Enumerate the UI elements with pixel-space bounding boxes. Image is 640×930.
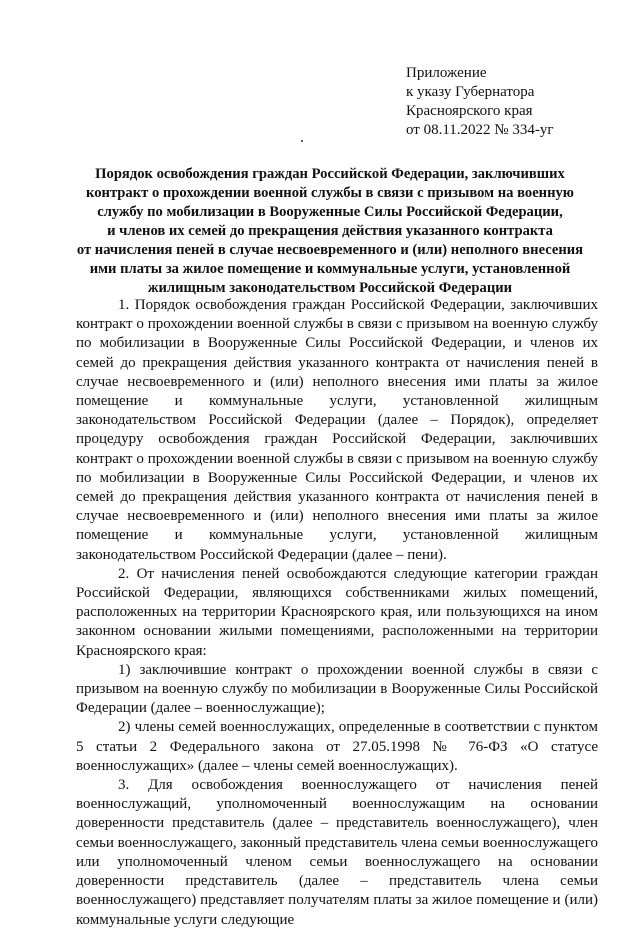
paragraph-3: 3. Для освобождения военнослужащего от начисления пеней военнослужащий, уполномоченный военнослужащим на основании доверенности представитель (далее – представитель военнослужащего), член семьи военнослужащего, законный представитель члена семьи военнослужащего или уполномоченный членом семьи военнослужащего на основании доверенности представитель (далее – представитель члена семьи военнослужащего) представляет получателям платы за жилое помещение и (или) коммунальные услуги следующие [76, 777, 598, 928]
paragraph-1: 1. Порядок освобождения граждан Российской Федерации, заключивших контракт о прохождении военной службы в связи с призывом на военную службу по мобилизации в Вооруженные Силы Российской Федерации, и членов их семей до прекращения действия указанного контракта от начисления пеней в случае несвоевременного и (или) неполного внесения ими платы за жилое помещение и коммунальные услуги, установленной жилищным законодательством Российской Федерации (далее – Порядок), определяет процедуру освобождения граждан Российской Федерации, заключивших контракт о прохождении военной службы в связи с призывом на военную службу по мобилизации в Вооруженные Силы Российской Федерации, и членов их семей до прекращения действия указанного контракта от начисления пеней в случае несвоевременного и (или) неполного внесения ими платы за жилое помещение и коммунальные услуги, установленной жилищным законодательством Российской Федерации (далее – пени). [76, 297, 598, 563]
document-body [76, 296, 598, 930]
title-line: от начисления пеней в случае несвоевременного и (или) неполного внесения [76, 242, 584, 258]
title-line: контракт о прохождении военной службы в связи с призывом на военную [86, 185, 574, 201]
appendix-region: Красноярского края [406, 103, 533, 119]
paragraph-2-item-1: 1) заключившие контракт о прохождении военной службы в связи с призывом на военную службу по мобилизации в Вооруженные Силы Российской Федерации (далее – военнослужащие); [76, 661, 598, 717]
paragraph-2-item-2: 2) члены семей военнослужащих, определенные в соответствии с пунктом 5 статьи 2 Федерального закона от 27.05.1998 № 76-ФЗ «О статусе военнослужащих» (далее – члены семей военнослужащих). [76, 719, 598, 774]
scan-dot [301, 140, 303, 142]
appendix-date-number: от 08.11.2022 № 334-уг [406, 122, 554, 138]
appendix-block [406, 64, 554, 140]
title-line: жилищным законодательством Российской Федерации [147, 280, 513, 296]
paragraph-2: 2. От начисления пеней освобождаются следующие категории граждан Российской Федерации, являющихся собственниками жилых помещений, расположенных на территории Красноярского края, или пользующихся на ином законном основании жилыми помещениями, расположенными на территории Красноярского края: [76, 565, 598, 659]
title-line: ими платы за жилое помещение и коммунальные услуги, установленной [89, 261, 571, 277]
appendix-label: Приложение [406, 65, 487, 81]
title-line: службу по мобилизации в Вооруженные Силы Российской Федерации, [97, 204, 563, 220]
title-line: и членов их семей до прекращения действия указанного контракта [107, 223, 553, 239]
appendix-decree-ref: к указу Губернатора [406, 84, 535, 100]
document-title [60, 165, 600, 298]
title-line: Порядок освобождения граждан Российской Федерации, заключивших [95, 166, 565, 182]
